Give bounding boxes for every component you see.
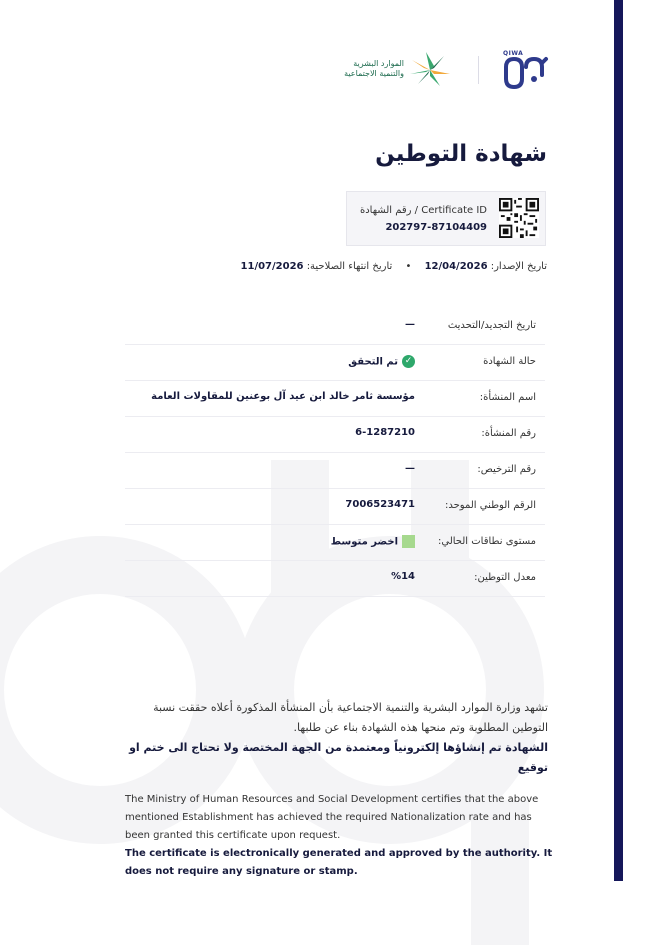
license-number-row [125,452,545,489]
saudization-rate-value: %14 [391,571,415,582]
renewal-date-label: تاريخ التجديد/التحديث [447,320,536,331]
qr-code-icon [499,198,539,238]
date-separator: • [405,261,412,272]
unified-national-number-value: 7006523471 [345,499,415,510]
establishment-number-row [125,416,545,453]
arabic-statement [120,698,548,778]
license-number-label: رقم الترخيص: [477,464,536,475]
ministry-emblem-icon [405,50,455,90]
certificate-status-label: حالة الشهادة [483,356,536,367]
certificate-status-value [348,355,415,368]
logo-divider [478,56,479,84]
expiry-date-label: تاريخ انتهاء الصلاحية: [306,261,393,272]
certificate-id-box [346,191,546,246]
issue-date-value: 12/04/2026 [424,261,488,272]
english-statement-line1: The Ministry of Human Resources and Social Development certifies that the above mentioned Establishment has achieved the required Nationalization rate and has been granted this certificate upon request. [125,794,539,841]
nitaqat-level-text: اخضر متوسط [330,536,398,548]
ministry-name-line2: والتنمية الاجتماعية [344,69,404,78]
establishment-number-value: 6-1287210 [355,427,415,438]
certificate-id-label: رقم الشهادة / Certificate ID [359,205,487,216]
expiry-date-value: 11/07/2026 [240,261,304,272]
establishment-number-label: رقم المنشأة: [481,428,536,439]
status-text: تم التحقق [348,356,398,368]
english-statement-line2: The certificate is electronically generated and approved by the authority. It does not require any signature or stamp. [125,848,553,877]
arabic-statement-line1: تشهد وزارة الموارد البشرية والتنمية الاجتماعية بأن المنشأة المذكورة أعلاه حققت نسبة التوطين المطلوبة وتم منحها هذه الشهادة بناء عن طلبها. [153,701,548,734]
saudization-rate-row [125,560,545,597]
nitaqat-level-value [331,535,415,548]
renewal-date-value: — [405,319,415,330]
certificate-status-row [125,344,545,381]
saudization-rate-label: معدل التوطين: [474,572,536,583]
ministry-name-line1: الموارد البشرية [353,59,404,68]
check-badge-icon: ✓ [402,355,415,368]
establishment-name-row [125,380,545,417]
nitaqat-level-row [125,524,545,561]
qiwa-small-label: QIWA [503,50,524,57]
license-number-value: — [405,463,415,474]
establishment-name-label: اسم المنشأة: [479,392,536,403]
certificate-id-value: 202797-87104409 [385,222,487,233]
side-accent-bar [614,0,623,881]
arabic-statement-line2: الشهادة تم إنشاؤها إلكترونياً ومعتمدة من الجهة المختصة ولا تحتاج الى ختم او توقيع [129,741,548,774]
establishment-name-value: مؤسسة ثامر خالد ابن عيد آل بوعنين للمقاولات العامة [151,391,415,402]
page-title: شهادة التوطين [375,141,547,167]
english-statement [125,791,555,881]
certificate-dates [225,261,547,272]
renewal-date-row [125,308,545,345]
issue-date-label: تاريخ الإصدار: [490,261,547,272]
unified-national-number-row [125,488,545,525]
status-color-square-icon [402,535,415,548]
unified-national-number-label: الرقم الوطني الموحد: [444,500,536,511]
ministry-name [320,59,404,79]
nitaqat-level-label: مستوى نطاقات الحالي: [438,536,536,547]
